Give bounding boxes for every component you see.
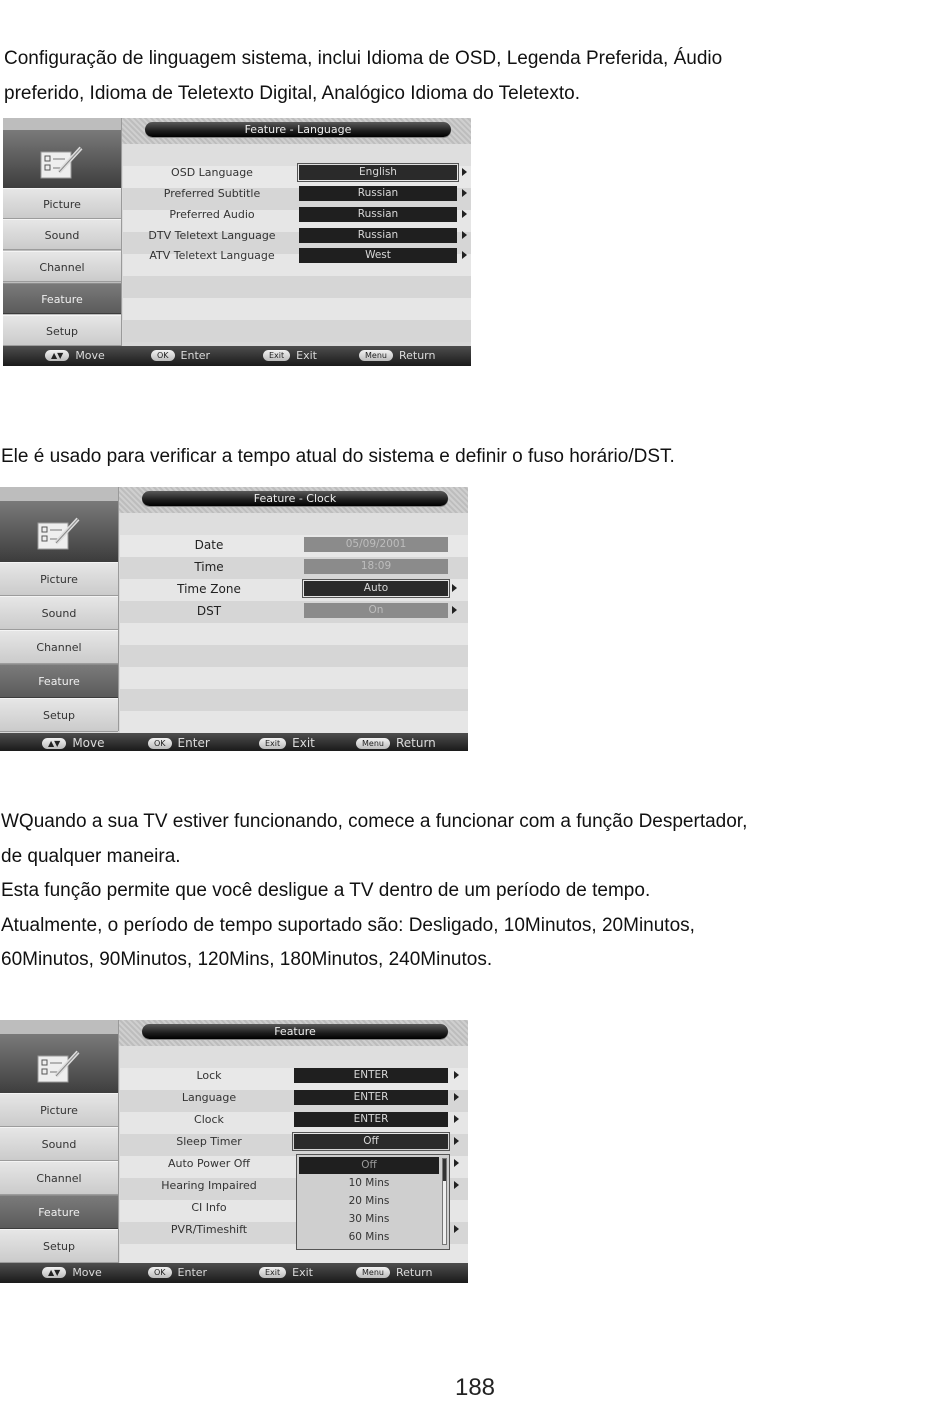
language-intro-line-1: Configuração de linguagem sistema, inclui Idioma de OSD, Legenda Preferida, Áudio [4,48,723,69]
setting-value-atv-teletext[interactable]: West [299,248,457,263]
sidebar-item-sound[interactable]: Sound [0,1127,118,1161]
setting-label-date: Date [194,538,224,552]
ok-key-icon: OK [148,738,172,749]
dropdown-scrollbar[interactable] [442,1158,447,1245]
sidebar-item-channel[interactable]: Channel [0,630,118,664]
setting-value-clock[interactable]: ENTER [294,1112,448,1127]
hint-exit [263,346,317,366]
right-arrow-icon [452,606,457,614]
right-arrow-icon [454,1115,459,1123]
right-arrow-icon [454,1225,459,1233]
setting-label-dst: DST [196,604,222,618]
sidebar-item-feature[interactable]: Feature [0,1195,118,1229]
right-arrow-icon [454,1071,459,1079]
sidebar-item-feature[interactable]: Feature [3,283,121,314]
sidebar-item-channel[interactable]: Channel [0,1161,118,1195]
right-arrow-icon [462,231,467,239]
setting-label-atv-teletext: ATV Teletext Language [149,249,275,262]
exit-key-icon: Exit [259,738,286,749]
osd-feature-clock [0,487,468,751]
setting-label-sleep-timer: Sleep Timer [176,1135,242,1148]
hint-move-label: Move [72,1266,102,1279]
setting-value-dst[interactable]: On [304,603,448,618]
feature-category-icon [0,501,118,563]
right-arrow-icon [462,210,467,218]
dropdown-scroll-thumb[interactable] [443,1159,446,1181]
sleep-intro-line-3: Esta função permite que você desligue a TV dentro de um período de tempo. [1,880,651,901]
sleep-option-30-mins[interactable]: 30 Mins [348,1213,390,1225]
osd-sidebar [0,487,119,731]
sleep-timer-intro-text [1,805,747,978]
hint-enter [148,1263,207,1283]
hint-enter-label: Enter [177,736,210,750]
setting-value-date: 05/09/2001 [304,537,448,552]
setting-value-preferred-audio[interactable]: Russian [299,207,457,222]
hint-move [42,733,105,751]
hint-exit-label: Exit [296,349,317,362]
hint-return [356,733,436,751]
language-intro-text [4,42,722,111]
sleep-intro-line-1: WQuando a sua TV estiver funcionando, comece a funcionar com a função Despertador, [1,811,748,832]
osd-title-bar: Feature [142,1024,448,1039]
osd-settings-list [120,513,468,731]
sleep-option-20-mins[interactable]: 20 Mins [348,1195,390,1207]
right-arrow-icon [454,1137,459,1145]
up-down-key-icon: ▲▼ [45,350,69,361]
osd-sidebar [0,1020,119,1263]
menu-key-icon: Menu [356,1267,390,1278]
feature-category-icon [3,130,121,190]
sleep-option-off[interactable]: Off [299,1157,439,1174]
right-arrow-icon [462,189,467,197]
checklist-pencil-icon [36,515,82,553]
sleep-intro-line-5: 60Minutos, 90Minutos, 120Mins, 180Minutos, 240Minutos. [1,949,493,970]
up-down-key-icon: ▲▼ [42,1267,66,1278]
setting-value-osd-language[interactable]: English [299,165,457,180]
hint-enter [148,733,210,751]
sleep-timer-dropdown[interactable] [296,1154,450,1250]
setting-label-pvr-timeshift: PVR/Timeshift [170,1223,248,1236]
sidebar-item-setup[interactable]: Setup [0,1229,118,1263]
setting-label-preferred-subtitle: Preferred Subtitle [163,187,261,200]
hint-enter-label: Enter [177,1266,208,1279]
hint-move-label: Move [75,349,105,362]
setting-label-clock: Clock [194,1113,224,1126]
hint-return-label: Return [395,1266,433,1279]
setting-value-time-zone[interactable]: Auto [304,581,448,596]
hint-move [42,1263,102,1283]
right-arrow-icon [462,168,467,176]
hint-return [359,346,435,366]
sidebar-item-picture[interactable]: Picture [0,1093,118,1127]
right-arrow-icon [452,584,457,592]
clock-intro-line: Ele é usado para verificar a tempo atual do sistema e definir o fuso horário/DST. [1,446,675,467]
sleep-intro-line-2: de qualquer maneira. [1,845,181,867]
right-arrow-icon [454,1093,459,1101]
ok-key-icon: OK [148,1267,172,1278]
right-arrow-icon [454,1181,459,1189]
osd-footer [3,346,471,366]
osd-title-bar: Feature - Language [145,122,451,137]
setting-label-time-zone: Time Zone [177,582,241,596]
setting-label-lock: Lock [196,1069,222,1082]
hint-return-label: Return [398,349,436,362]
sidebar-item-channel[interactable]: Channel [3,251,121,282]
sidebar-item-sound[interactable]: Sound [0,596,118,630]
setting-value-sleep-timer[interactable]: Off [294,1134,448,1149]
page-number: 188 [454,1374,496,1401]
right-arrow-icon [462,251,467,259]
hint-return [356,1263,432,1283]
setting-value-dtv-teletext[interactable]: Russian [299,228,457,243]
sidebar-item-sound[interactable]: Sound [3,219,121,250]
setting-value-language[interactable]: ENTER [294,1090,448,1105]
setting-label-language: Language [181,1091,237,1104]
menu-key-icon: Menu [359,350,393,361]
language-intro-line-2: preferido, Idioma de Teletexto Digital, Analógico Idioma do Teletexto. [4,82,580,104]
setting-label-time: Time [194,560,224,574]
hint-move [45,346,105,366]
osd-footer [0,733,468,751]
sidebar-item-picture[interactable]: Picture [0,562,118,596]
sleep-option-60-mins[interactable]: 60 Mins [348,1231,390,1243]
hint-exit-label: Exit [292,736,315,750]
hint-return-label: Return [395,736,436,750]
sidebar-item-setup[interactable]: Setup [3,315,121,346]
setting-label-osd-language: OSD Language [171,166,253,179]
right-arrow-icon [454,1159,459,1167]
hint-exit [259,1263,313,1283]
setting-value-preferred-subtitle[interactable]: Russian [299,186,457,201]
setting-label-dtv-teletext: DTV Teletext Language [148,229,276,242]
feature-category-icon [0,1034,118,1096]
checklist-pencil-icon [39,144,85,182]
osd-settings-list [123,144,471,346]
sidebar-item-feature[interactable]: Feature [0,664,118,698]
osd-feature-main [0,1020,468,1283]
ok-key-icon: OK [151,350,175,361]
setting-label-preferred-audio: Preferred Audio [169,208,255,221]
clock-intro-text [1,440,675,475]
osd-feature-language [3,118,471,366]
sidebar-item-picture[interactable]: Picture [3,188,121,219]
osd-title-bar: Feature - Clock [142,491,448,506]
menu-key-icon: Menu [356,738,390,749]
hint-move-label: Move [72,736,105,750]
sleep-option-10-mins[interactable]: 10 Mins [348,1177,390,1189]
sidebar-item-setup[interactable]: Setup [0,698,118,732]
checklist-pencil-icon [36,1048,82,1086]
osd-sidebar [3,118,122,346]
hint-exit [259,733,315,751]
setting-value-time: 18:09 [304,559,448,574]
setting-label-ci-info: CI Info [191,1201,227,1214]
exit-key-icon: Exit [259,1267,286,1278]
hint-enter [151,346,210,366]
setting-label-hearing-impaired: Hearing Impaired [161,1179,257,1192]
hint-enter-label: Enter [180,349,211,362]
setting-label-auto-power-off: Auto Power Off [167,1157,251,1170]
up-down-key-icon: ▲▼ [42,738,66,749]
hint-exit-label: Exit [292,1266,313,1279]
osd-footer [0,1263,468,1283]
setting-value-lock[interactable]: ENTER [294,1068,448,1083]
sleep-intro-line-4: Atualmente, o período de tempo suportado são: Desligado, 10Minutos, 20Minutos, [1,914,695,936]
exit-key-icon: Exit [263,350,290,361]
